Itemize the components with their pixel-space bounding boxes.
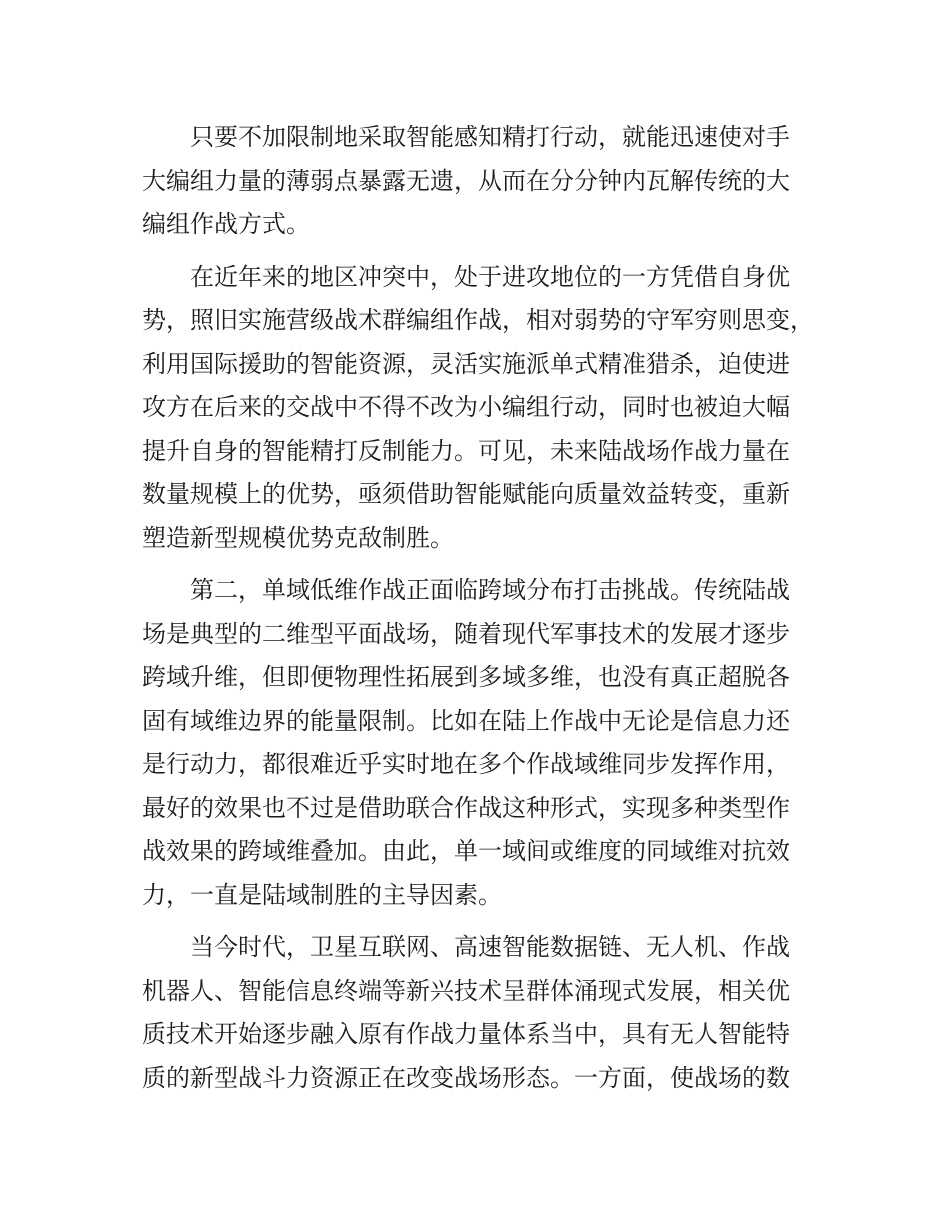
text-line: 当今时代，卫星互联网、高速智能数据链、无人机、作战: [190, 933, 790, 961]
text-line: 是行动力，都很难近乎实时地在多个作战域维同步发挥作用，: [142, 750, 790, 778]
paragraph-2: [142, 256, 814, 561]
paragraph-1: [142, 116, 814, 247]
text-line: 只要不加限制地采取智能感知精打行动，就能迅速使对手: [190, 123, 790, 151]
document-body: [142, 116, 814, 1100]
text-line: 塑造新型规模优势克敌制胜。: [142, 523, 454, 552]
text-line: 在近年来的地区冲突中，处于进攻地位的一方凭借自身优: [190, 262, 790, 291]
paragraph-3: [142, 569, 814, 917]
text-line: 数量规模上的优势，亟须借助智能赋能向质量效益转变，重新: [142, 480, 790, 508]
text-line: 力，一直是陆域制胜的主导因素。: [142, 880, 502, 909]
text-line: 利用国际援助的智能资源，灵活实施派单式精准猎杀，迫使进: [142, 349, 790, 378]
text-line: 编组作战方式。: [142, 210, 310, 238]
text-line: 质的新型战斗力资源正在改变战场形态。一方面，使战场的数: [142, 1063, 790, 1092]
text-line: 质技术开始逐步融入原有作战力量体系当中，具有无人智能特: [142, 1020, 790, 1048]
text-line: 第二，单域低维作战正面临跨域分布打击挑战。传统陆战: [190, 576, 790, 604]
text-line: 战效果的跨域维叠加。由此，单一域间或维度的同域维对抗效: [142, 837, 790, 865]
text-line: 机器人、智能信息终端等新兴技术呈群体涌现式发展，相关优: [142, 976, 790, 1005]
text-line: 大编组力量的薄弱点暴露无遗，从而在分分钟内瓦解传统的大: [142, 166, 790, 195]
paragraph-4: [142, 926, 814, 1100]
text-line: 提升自身的智能精打反制能力。可见，未来陆战场作战力量在: [142, 436, 790, 465]
text-line: 场是典型的二维型平面战场，随着现代军事技术的发展才逐步: [142, 619, 790, 648]
text-line: 固有域维边界的能量限制。比如在陆上作战中无论是信息力还: [142, 706, 790, 735]
text-line: 攻方在后来的交战中不得不改为小编组行动，同时也被迫大幅: [142, 393, 790, 421]
text-line: 最好的效果也不过是借助联合作战这种形式，实现多种类型作: [142, 793, 790, 822]
text-line: 势，照旧实施营级战术群编组作战，相对弱势的守军穷则思变，: [142, 306, 814, 334]
text-line: 跨域升维，但即便物理性拓展到多域多维，也没有真正超脱各: [142, 663, 790, 691]
